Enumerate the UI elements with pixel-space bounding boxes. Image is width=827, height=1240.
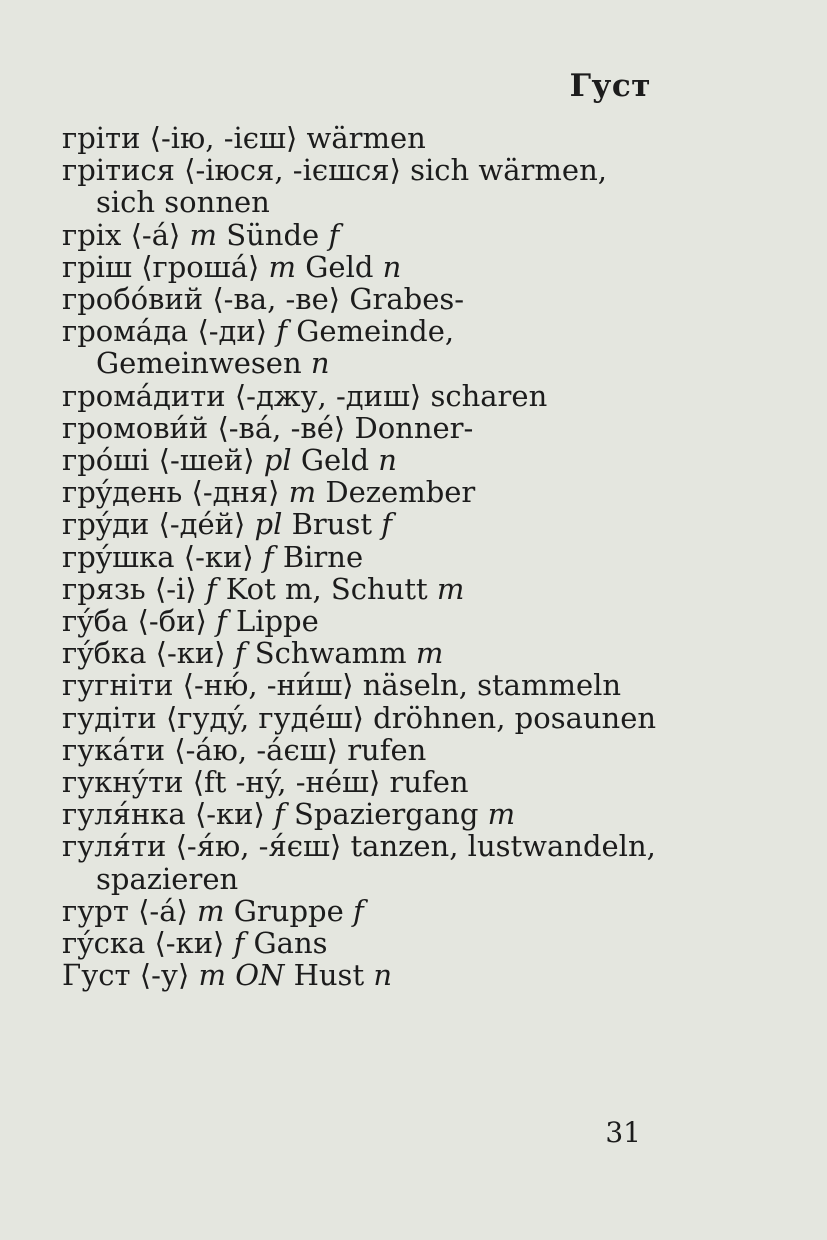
entry-translation-gender: n: [373, 958, 393, 993]
entry-forms: ⟨-шей⟩: [158, 443, 255, 478]
entry-translation: Sünde: [226, 217, 320, 252]
dictionary-entry: [62, 508, 662, 540]
entry-translation: Hust: [293, 958, 365, 993]
dictionary-entry: [62, 669, 662, 701]
entry-translation: Brust: [291, 507, 372, 542]
dictionary-entry: [62, 798, 662, 830]
dictionary-entry: [62, 734, 662, 766]
dictionary-entry: [62, 476, 662, 508]
entry-headword: громáдити: [62, 378, 226, 413]
entry-headword: гріти: [62, 121, 141, 155]
entry-forms: ⟨-дня⟩: [191, 475, 280, 510]
entry-headword: грýдень: [62, 475, 183, 510]
dictionary-entry: [62, 219, 662, 251]
entry-forms: ⟨-би⟩: [137, 604, 207, 639]
entry-translation: Grabes-: [349, 282, 465, 317]
entry-gender: f: [274, 797, 285, 832]
page-number: 31: [605, 1116, 641, 1149]
entry-translation-gender: m: [487, 797, 516, 832]
entry-gender: m: [288, 475, 317, 510]
entry-forms: ⟨-джу, -диш⟩: [234, 378, 422, 413]
entry-translation: Dezember: [325, 475, 476, 510]
entry-translation: wärmen: [306, 121, 426, 155]
dictionary-entry: [62, 251, 662, 283]
dictionary-entry: [62, 927, 662, 959]
entry-gender: m ON: [198, 958, 285, 993]
dictionary-entry: [62, 154, 662, 218]
entry-headword: гукáти: [62, 732, 166, 767]
entry-gender: f: [233, 926, 245, 961]
entry-headword: гробóвий: [62, 282, 204, 317]
dictionary-entry: [62, 637, 662, 669]
entry-forms: ⟨-ню́, -ни́ш⟩: [182, 668, 354, 703]
entry-forms: ⟨-á⟩: [130, 217, 181, 252]
entry-translation: näseln, stammeln: [362, 668, 622, 703]
entry-headword: гуля́нка: [62, 797, 186, 832]
running-head: Густ: [569, 68, 651, 104]
entry-headword: гýбка: [62, 636, 147, 671]
entry-headword: гукнýти: [62, 765, 184, 800]
entry-translation: Gans: [253, 926, 328, 961]
entry-translation-gender: m: [415, 636, 444, 671]
entry-translation: Gemeinde, Gemeinwesen: [96, 314, 455, 381]
entry-translation: tanzen, lustwandeln, spazieren: [96, 829, 656, 896]
entry-translation: Birne: [282, 539, 364, 574]
dictionary-entry: [62, 541, 662, 573]
entry-gender: f: [276, 314, 288, 349]
entry-headword: грýди: [62, 507, 150, 542]
entry-headword: гріх: [62, 217, 122, 252]
entry-gender: f: [262, 539, 274, 574]
dictionary-entry: [62, 122, 662, 154]
entry-translation: rufen: [389, 765, 469, 800]
entry-gender: m: [268, 249, 297, 284]
entry-headword: громáда: [62, 314, 189, 349]
entry-headword: гудіти: [62, 700, 157, 735]
dictionary-entry: [62, 766, 662, 798]
entry-translation: Gruppe: [233, 893, 344, 928]
entry-headword: грýшка: [62, 539, 175, 574]
entry-headword: грóші: [62, 443, 150, 478]
entry-translation: Lippe: [235, 604, 319, 639]
entry-headword: гýска: [62, 926, 146, 961]
entry-forms: ⟨гудý, гудéш⟩: [165, 700, 364, 735]
entry-forms: ⟨-і⟩: [154, 571, 197, 606]
entry-headword: громови́й: [62, 410, 209, 445]
entry-gender: pl: [254, 507, 283, 542]
dictionary-entry: [62, 895, 662, 927]
entry-gender: f: [234, 636, 246, 671]
entry-translation: Geld: [300, 443, 370, 478]
entry-gender: m: [189, 217, 218, 252]
dictionary-entry: [62, 444, 662, 476]
dictionary-entry: [62, 605, 662, 637]
entry-forms: ⟨-áю, -áєш⟩: [174, 732, 338, 767]
entry-forms: ⟨-á⟩: [138, 893, 188, 928]
entry-gender: m: [197, 893, 225, 928]
entry-headword: гріш: [62, 249, 132, 284]
entry-translation-gender: n: [310, 346, 330, 381]
entry-translation-gender: n: [378, 443, 397, 478]
entry-forms: ⟨-ію, -ієш⟩: [149, 121, 298, 155]
entry-translation: Donner-: [354, 410, 474, 445]
dictionary-entry: [62, 830, 662, 894]
entry-translation-gender: f: [328, 217, 340, 252]
entry-forms: ⟨-ки⟩: [194, 797, 265, 832]
entry-forms: ⟨-дéй⟩: [158, 507, 246, 542]
entry-forms: ⟨-вá, -вé⟩: [217, 410, 346, 445]
entry-translation-gender: m: [436, 571, 465, 606]
entry-headword: грітися: [62, 153, 175, 188]
entry-forms: ⟨-ки⟩: [183, 539, 254, 574]
entry-forms: ⟨-я́ю, -я́єш⟩: [175, 829, 342, 864]
entry-translation: rufen: [347, 732, 427, 767]
dictionary-entry: [62, 412, 662, 444]
entry-gender: f: [205, 571, 217, 606]
entry-translation: sich wärmen, sich sonnen: [96, 153, 607, 220]
dictionary-entry: [62, 315, 662, 379]
dictionary-entry: [62, 283, 662, 315]
entry-translation: dröhnen, posaunen: [373, 700, 657, 735]
entry-translation-gender: f: [381, 507, 392, 542]
entry-headword: гугніти: [62, 668, 174, 703]
entry-translation: Schwamm: [254, 636, 407, 671]
entry-translation: scharen: [430, 378, 548, 413]
entry-forms: ⟨-ки⟩: [154, 926, 225, 961]
entry-forms: ⟨грошá⟩: [141, 249, 260, 284]
entry-headword: грязь: [62, 571, 146, 606]
entry-list: [62, 122, 662, 991]
entry-headword: гурт: [62, 893, 129, 928]
entry-forms: ⟨-у⟩: [139, 958, 190, 993]
entry-forms: ⟨-ва, -ве⟩: [212, 282, 341, 317]
entry-forms: ⟨ft -нý, -нéш⟩: [192, 765, 381, 800]
entry-forms: ⟨-іюся, -ієшся⟩: [184, 153, 401, 188]
entry-translation-gender: f: [352, 893, 364, 928]
entry-translation: Spaziergang: [294, 797, 479, 832]
entry-forms: ⟨-ди⟩: [197, 314, 268, 349]
entry-headword: Густ: [62, 958, 131, 993]
entry-translation: Kot m, Schutt: [225, 571, 428, 606]
entry-gender: f: [215, 604, 227, 639]
dictionary-entry: [62, 380, 662, 412]
entry-gender: pl: [263, 443, 292, 478]
entry-translation-gender: n: [382, 249, 402, 284]
dictionary-entry: [62, 702, 662, 734]
entry-forms: ⟨-ки⟩: [155, 636, 226, 671]
dictionary-entry: [62, 573, 662, 605]
entry-headword: гýба: [62, 604, 129, 639]
entry-translation: Geld: [305, 249, 374, 284]
dictionary-entry: [62, 959, 662, 991]
entry-headword: гуля́ти: [62, 829, 167, 864]
